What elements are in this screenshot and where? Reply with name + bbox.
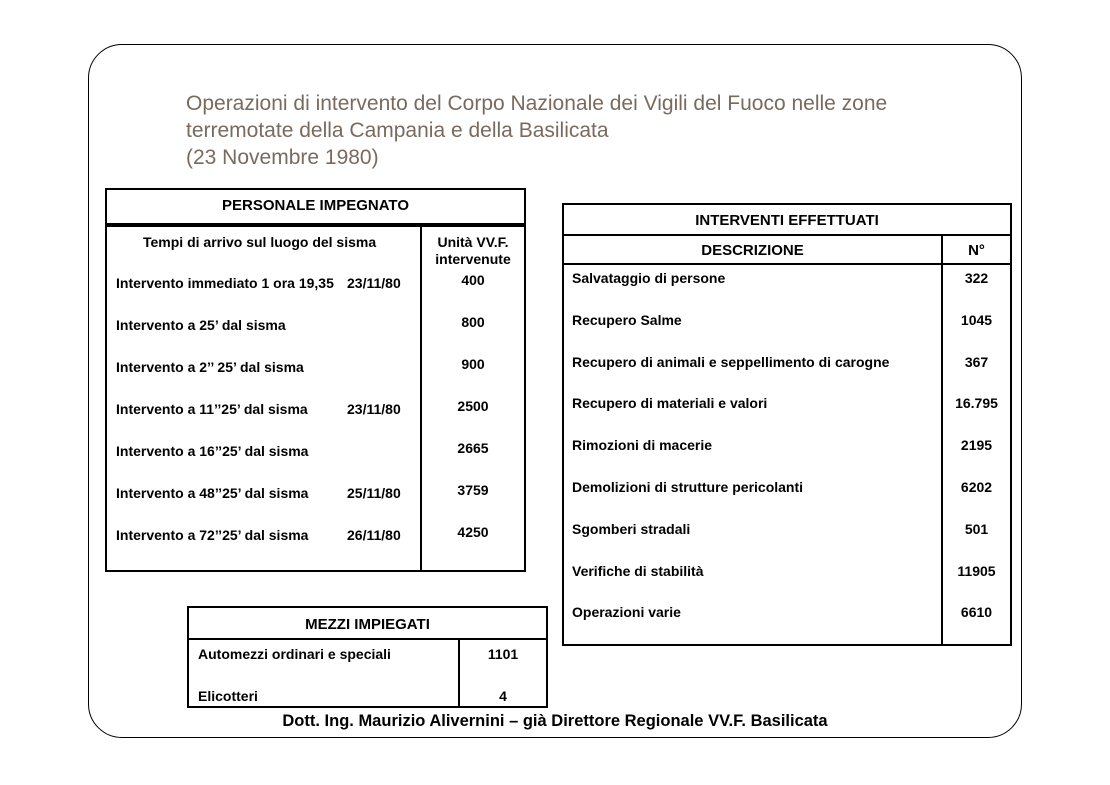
mezzi-row-value: 1101 bbox=[487, 646, 519, 662]
personale-row-label: Intervento a 16’’25’ dal sisma bbox=[116, 443, 309, 459]
mezzi-heading: MEZZI IMPIEGATI bbox=[305, 616, 430, 633]
interventi-subheader-divider bbox=[564, 263, 1010, 265]
interventi-row-label: Demolizioni di strutture pericolanti bbox=[572, 479, 804, 495]
interventi-heading: INTERVENTI EFFETTUATI bbox=[695, 212, 879, 229]
interventi-col1-header: DESCRIZIONE bbox=[701, 242, 804, 259]
personale-col2-header-a: Unità VV.F. bbox=[437, 234, 509, 250]
interventi-heading-divider bbox=[564, 234, 1010, 236]
mezzi-row-label: Elicotteri bbox=[198, 688, 258, 704]
interventi-table bbox=[562, 203, 1012, 646]
personale-col1-header: Tempi di arrivo sul luogo del sisma bbox=[143, 234, 377, 250]
personale-row-value: 3759 bbox=[457, 482, 489, 498]
interventi-row-value: 367 bbox=[964, 353, 989, 370]
footer-author: Dott. Ing. Maurizio Alivernini – già Direttore Regionale VV.F. Basilicata bbox=[282, 712, 828, 730]
interventi-row-value: 322 bbox=[964, 270, 989, 286]
personale-row-label: Intervento a 72’’25’ dal sisma bbox=[116, 527, 309, 543]
interventi-row-value: 501 bbox=[964, 520, 989, 537]
mezzi-heading-divider bbox=[189, 638, 546, 640]
personale-row-date: 23/11/80 bbox=[347, 401, 401, 417]
personale-row-date: 23/11/80 bbox=[347, 275, 401, 291]
personale-row-date: 25/11/80 bbox=[347, 485, 401, 501]
interventi-row-label: Rimozioni di macerie bbox=[572, 437, 713, 454]
interventi-row-value: 6202 bbox=[960, 479, 993, 495]
personale-row-label: Intervento a 11’’25’ dal sisma bbox=[116, 401, 308, 417]
interventi-row-value: 1045 bbox=[960, 311, 993, 328]
interventi-row-label: Recupero Salme bbox=[572, 311, 682, 328]
personale-row-value: 400 bbox=[461, 272, 485, 288]
interventi-row-label: Recupero di materiali e valori bbox=[572, 395, 768, 412]
interventi-row-label: Salvataggio di persone bbox=[572, 270, 726, 286]
mezzi-table bbox=[187, 606, 548, 708]
personale-row-label: Intervento immediato 1 ora 19,35 bbox=[116, 275, 334, 291]
personale-col2-header-b: intervenute bbox=[435, 251, 511, 267]
interventi-row-label: Operazioni varie bbox=[572, 604, 681, 621]
title-line-1: Operazioni di intervento del Corpo Nazionale dei Vigili del Fuoco nelle zone bbox=[186, 92, 888, 115]
personale-row-label: Intervento a 2’’ 25’ dal sisma bbox=[116, 359, 304, 375]
personale-row-value: 2500 bbox=[457, 398, 489, 414]
interventi-row-value: 16.795 bbox=[955, 395, 998, 412]
title-line-3: (23 Novembre 1980) bbox=[186, 146, 379, 169]
interventi-row-value: 2195 bbox=[960, 437, 993, 454]
personale-row-value: 2665 bbox=[457, 440, 489, 456]
interventi-col2-header: N° bbox=[968, 242, 985, 259]
personale-heading: PERSONALE IMPEGNATO bbox=[222, 197, 409, 214]
personale-heading-divider bbox=[107, 223, 524, 227]
personale-row-value: 4250 bbox=[457, 524, 489, 540]
personale-row-value: 800 bbox=[461, 314, 485, 330]
interventi-row-label: Recupero di animali e seppellimento di carogne bbox=[572, 353, 890, 370]
mezzi-row-label: Automezzi ordinari e speciali bbox=[198, 646, 391, 662]
slide-title bbox=[186, 90, 986, 171]
interventi-row-value: 11905 bbox=[957, 562, 996, 579]
personale-row-label: Intervento a 48’’25’ dal sisma bbox=[116, 485, 309, 501]
title-line-2: terremotate della Campania e della Basilicata bbox=[186, 119, 609, 142]
interventi-row-label: Verifiche di stabilità bbox=[572, 562, 704, 579]
personale-row-date: 26/11/80 bbox=[347, 527, 401, 543]
personale-row-label: Intervento a 25’ dal sisma bbox=[116, 317, 286, 333]
personale-row-value: 900 bbox=[461, 356, 485, 372]
interventi-row-value: 6610 bbox=[960, 604, 993, 621]
personale-table bbox=[105, 188, 526, 572]
interventi-row-label: Sgomberi stradali bbox=[572, 520, 691, 537]
mezzi-row-value: 4 bbox=[499, 688, 507, 704]
